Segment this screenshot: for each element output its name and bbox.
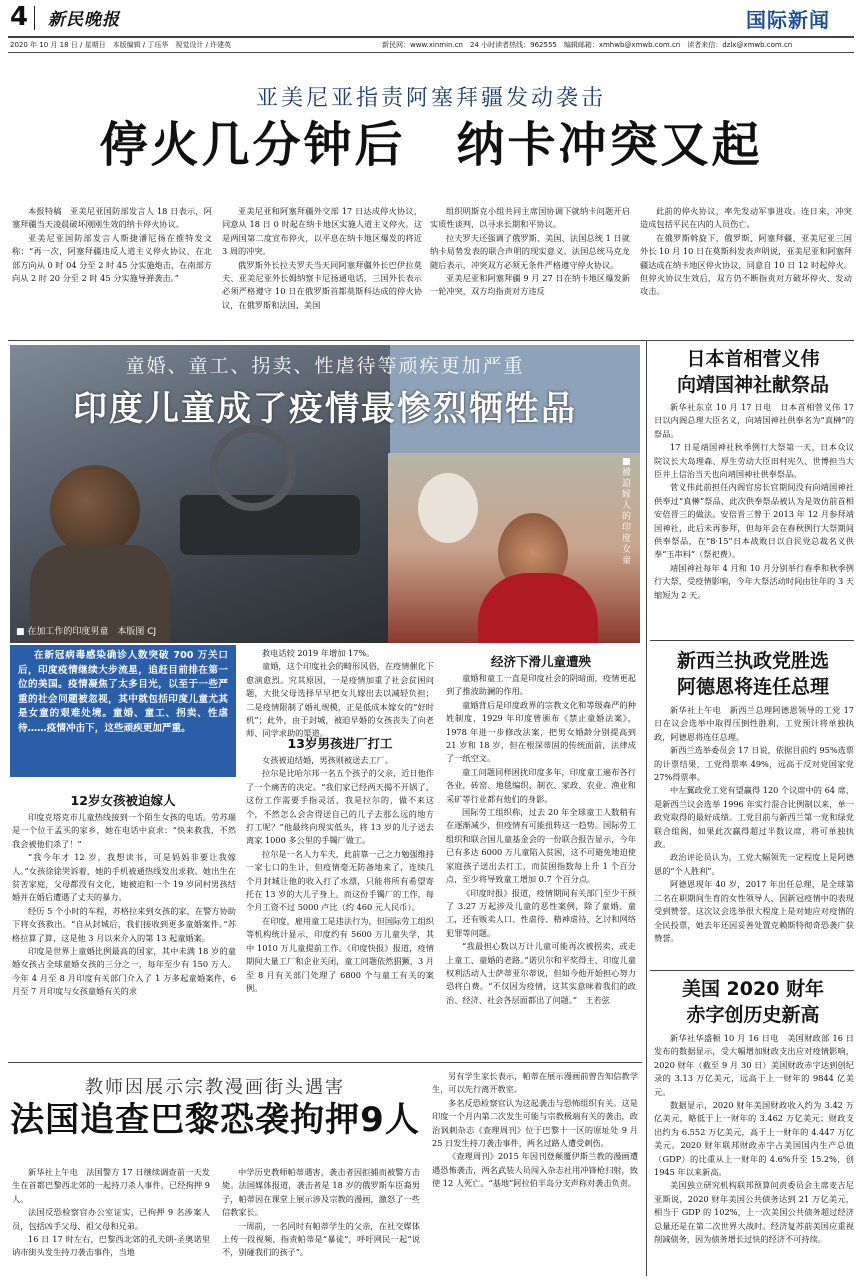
date-line: 2020 年 10 月 18 日 / 星期日 本版编辑 / 丁珏华 视觉设计 / 许建英 (10, 41, 232, 49)
india-sub-1: 12岁女孩被迫嫁人 (70, 793, 176, 808)
india-banner (10, 345, 640, 643)
japan-headline: 日本首相菅义伟 向靖国神社献祭品 (676, 348, 829, 396)
france-kicker: 教师因展示宗教漫画街头遇害 (85, 1077, 345, 1098)
us-body: 新华社华盛顿 10 月 16 日电 美国财政部 16 日发布的数据显示，受大幅增加财政支出应对疫情影响，2020 财年（截至 9 月 30 日）美国财政赤字达到创纪录的 3.13 万亿美元，远高于上一财年的 9844 亿美元。 数据显示，2020 财年美国财政收入约为 3.42 万亿美元，略低于上一财年的 3.462 万亿美元；财政支出约为 6.552 万亿美元，高于上一财年的 4.447 万亿美元。2020 财年联邦财政赤字占美国国内生产总值（GDP）的比重从上一财年的 4.6%升至 15.2%，创 1945 年以来新高。 美国独立研究机构联邦预算问责委员会主席麦吉尼亚斯说，2020 财年美国公共债务达到 21 万亿美元，相当于 GDP 的 102%，上一次美国公共债务超过经济总量还是在第二次世界大战时。经济复苏前美国应重视削减债务，因为债务增长过快的经济不可持续。 (654, 1033, 854, 1245)
france-col-1: 新华社上午电 法国警方 17 日继续调查前一天发生在首都巴黎西北郊的一起持刀杀人事件，已经拘押 9 人。 法国反恐检察官办公室证实，已拘押 9 名涉案人员，包括凶手父母、祖父母和兄弟。 16 日 17 时左右，巴黎西北郊的孔夫朗-圣奥诺里讷市街头发生持刀袭击事件，当地 (12, 1167, 210, 1258)
newspaper-logo: 新民晚报 (48, 10, 120, 30)
nz-headline: 新西兰执政党胜选 阿德恩将连任总理 (676, 650, 829, 698)
photo-child-bride (388, 453, 640, 643)
india-kicker: 童婚、童工、拐卖、性虐待等顽疾更加严重 (125, 355, 525, 377)
india-col-3: 童婚和童工一直是印度社会的阴暗面，疫情更起到了推波助澜的作用。 童婚背后是印度政界的宗教文化和等级森严的种姓制度，1929 年印度曾颁布《禁止童婚法案》，1978 年进一步修改法案，把男女婚龄分别提高到 21 岁和 18 岁，但在根深蒂固的传统面前，法律成了一纸空文。 童工问题同样困扰印度多年，印度童工遍布各行各业，砖窑、地毯编织、制衣、家政、农业、渔业和采矿等行业都有他们的身影。 国际劳工组织称，过去 20 年全球童工人数稍有在逐渐减少，但疫情有可能扭转这一趋势。国际劳工组织和联合国儿童基金会的一份联合报告显示，今年已有多达 6000 万儿童陷入贫困，这不可避免地迫使家庭孩子送出去打工，而贫困指数每上升 1 个百分点，至少将导致童工增加 0.7 个百分点。 《印度时报》报道，疫情期间有关部门至少干预了 3.27 万起涉及儿童的恶性案例，除了童婚、童工，还有贩卖人口、性虐待、精神虐待、乞讨和网络犯罪等问题。 “我最担心数以万计儿童可能再次被拐卖，或走上童工、童婚的老路。”诺贝尔和平奖得主、印度儿童权利活动人士萨蒂亚尔蒂说，但如今他开始担心努力恐将白费。“不仅因为疫情，这其实意味着我们的政治、经济、社会各层面都出了问题。” 王若弦 (446, 673, 636, 1005)
japan-body: 新华社东京 10 月 17 日电 日本首相菅义伟 17 日以内阁总理大臣名义，向靖国神社供奉名为“真榊”的祭品。 17 日是靖国神社秋季例行大祭第一天，日本众议院议长大岛理森、厚生劳动大臣田村宪久、世博担当大臣井上信治当天也向靖国神社供奉祭品。 菅义伟此前担任内阁官房长官期间没有向靖国神社供奉过“真榊”祭品，此次供奉祭品被认为是效仿前首相安倍晋三的做法。安倍晋三曾于 2013 年 12 月参拜靖国神社，此后未再参拜，但每年会在春秋例行大祭期间供奉祭品，在“8·15”日本战败日以自民党总裁名义供奉“玉串料”（祭祀费）。 靖国神社每年 4 月和 10 月分别举行春季和秋季例行大祭，受疫情影响，今年大祭活动时间由往年的 3 天缩短为 2 天。 (654, 402, 854, 600)
lead-kicker: 亚美尼亚指责阿塞拜疆发动袭击 (255, 86, 606, 111)
india-col-2: 救电话较 2019 年增加 17%。 童婚，这个印度社会的畸形风俗，在疫情催化下愈演愈烈。究其原因，一是疫情加重了社会贫困问题，大批父母选择早早把女儿嫁出去以减轻负担；二是疫情限制了婚礼规模，正是低成本嫁女的“好时机”；此外，由于封城，被迫早婚的女孩丧失了向老师、同学求助的渠道。 (246, 648, 434, 739)
masthead (0, 0, 862, 49)
photo2-caption: ■ 被迫嫁人的印度女童 (622, 457, 632, 566)
photo1-caption: ■ 在加工作的印度男童 本版图 CJ (16, 627, 157, 637)
india-sub-3: 经济下滑儿童遭殃 (490, 654, 591, 669)
section-title: 国际新闻 (746, 8, 830, 32)
france-col-2: 中学历史教师帕蒂遇害，袭击者因拒捕而被警方击毙。法国媒体报道，袭击者是 18 岁的俄罗斯车臣裔男子，帕蒂因在课堂上展示涉及宗教的漫画，激怒了一些信教家长。 一周前，一名同时有帕蒂学生的父亲，在社交媒体上传一段视频，指责帕蒂是“暴徒”，呼吁网民一起“说不，别碰我们的孩子”。 (222, 1167, 420, 1258)
lead-col-1: 本报特稿 亚美尼亚国防部发言人 18 日表示，阿塞拜疆当天凌晨破坏刚刚生效的纳卡停火协议。 亚美尼亚国防部发言人斯捷潘尼扬在推特发文称：“再一次，阿塞拜疆违反人道主义停火协议，在北部方向从 0 时 04 分至 2 时 45 分实施炮击，在南部方向从 2 时 20 分至 2 时 45 分实施导弹袭击。” (12, 206, 212, 284)
lead-col-4: 此前的停火协议，率先发动军事进攻。连日来，冲突造成包括平民在内的人员伤亡。 在俄罗斯斡旋下，俄罗斯、阿塞拜疆、亚美尼亚三国外长 10 月 10 日在莫斯科发表声明说，亚美尼亚和阿塞拜疆达成在纳卡地区停火协议，同意自 10 日 12 时起停火。但停火协议生效后，双方仍不断指责对方破坏停火、发动攻击。 (640, 206, 852, 297)
page-number: 4 (10, 2, 29, 32)
contact-line: 新民网：www.xinmin.cn 24 小时读者热线：962555 编辑邮箱：xmhwb@xmwb.com.cn 读者来信：dzlx@xmwb.com.cn (382, 41, 793, 49)
france-col-3: 另有学生家长表示，帕蒂在展示漫画前曾告知信教学生，可以先行离开教室。 多名反恐检察官认为这起袭击与恐怖组织有关。这是印度一个月内第二次发生可能与宗教极端有关的袭击，政治讽刺杂志《查理周刊》位于巴黎十一区的原址处 9 月 25 日发生持刀袭击事件，两名过路人遭受刺伤。 《查理周刊》2015 年因刊登颠覆伊斯兰教的漫画遭遇恐怖袭击，两名武装人员闯入杂志社用冲锋枪扫射，致使 12 人死亡。“基地”阿拉伯半岛分支声称对袭击负责。 (432, 1071, 638, 1189)
india-summary: 在新冠病毒感染确诊人数突破 700 万关口后，印度疫情继续大步流星，追赶目前排在第一位的美国。疫情凝焦了太多目光，以至于一些严重的社会问题被忽视，其中就包括印度儿童尤其是女童的艰难处境。童婚、童工、拐卖、性虐待……疫情冲击下，这些顽疾更加严重。 (10, 645, 236, 777)
lead-headline: 停火几分钟后 纳卡冲突又起 (99, 117, 763, 173)
india-sub-2: 13岁男孩进厂打工 (287, 736, 393, 751)
lead-col-3: 组织明斯克小组共同主席国协调下就纳卡问题开启实质性谈判，以寻求长期和平协议。 拉夫罗夫还强调了俄罗斯、美国、法国总统 1 日就纳卡局势发表的联合声明的现实意义。法国总统马克龙随后表示，冲突双方必须无条件严格遵守停火协议。 亚美尼亚和阿塞拜疆 9 月 27 日在纳卡地区爆发新一轮冲突，双方均指责对方违反 (430, 206, 630, 297)
france-headline: 法国追查巴黎恐袭拘押9人 (10, 1100, 420, 1140)
lead-col-2: 亚美尼亚和阿塞拜疆外交部 17 日达成停火协议，同意从 18 日 0 时起在纳卡地区实施人道主义停火。这是两国第二度宣布停火，以平息在纳卡地区爆发的将近 3 周的冲突。 俄罗斯外长拉夫罗夫当天同阿塞拜疆外长巴伊拉莫夫、亚美尼亚外长姆纳察卡尼扬通电话，三国外长表示必须严格遵守 10 日在俄罗斯首都莫斯科达成的停火协议，在俄罗斯和法国、美国 (222, 206, 422, 310)
us-headline: 美国 2020 财年 赤字创历史新高 (681, 978, 825, 1026)
india-col-2b: 女孩被迫结婚，男孩则被送去工厂。 拉尔是比哈尔邦一名五个孩子的父亲，近日他作了一个痛苦的决定。“我们家已经两天揭不开锅了，这份工作需要手指灵活，我是拉尔的，做不来这个，不然怎么会舍得送自己的儿子去那么远的地方打工呢？”他最终向现实低头，将 13 岁的儿子送去离家 1000 多公里的手镯厂做工。 拉尔是一名人力车夫，此前靠一己之力勉强维持一家七口的生计，但疫情毫无防备地来了，连续几个月封城让他的收入打了水漂，只能将所有希望寄托在 13 岁的大儿子身上。而这份手镯厂的工作，每个月工资不过 5000 卢比（约 460 元人民币）。 在印度，雇用童工是违法行为，但国际劳工组织等机构统计显示，印度约有 5600 万儿童失学，其中 1010 万儿童提前工作。《印度快报》报道，疫情期间大量工厂和企业关闭，童工问题依然猖獗，3 月至 8 月有关部门处理了 6800 个与童工有关的案例。 (246, 755, 434, 993)
nz-body: 新华社上午电 新西兰总理阿德恩领导的工党 17 日在议会选举中取得压倒性胜利，工党预计将单独执政，阿德恩将连任总理。 新西兰选举委员会 17 日说，依据目前约 95%选票的计票结果，工党得票率 49%，远高于反对党国家党 27%得票率。 中左翼政党工党有望赢得 120 个议席中的 64 席，是新西兰议会选举 1996 年实行混合比例制以来，单一政党取得的最好成绩。工党目前与新西兰第一党和绿党联合组阁，如果此次赢得超过半数议席，将可单独执政。 政治评论员认为，工党大幅领先一定程度上是阿德恩的“个人胜利”。 阿德恩现年 40 岁，2017 年出任总理，是全球第二名在职期间生育的女性领导人，因新冠疫情中的表现受到赞誉。这次议会选举很大程度上是对她应对疫情的全民投票，她去年还因妥善处置克赖斯特彻奇恐袭广获赞誉。 (654, 705, 854, 943)
india-headline: 印度儿童成了疫情最惨烈牺牲品 (73, 389, 577, 429)
india-col-1: 印度克塔克市儿童热线接到一个陌生女孩的电话。劳苏瑞是一个位于孟买的家乡，她在电话中哀求：“快来救我，不然我会被他们杀了！” “我今年才 12 岁，我想读书，可是妈妈非要让我嫁人。”女孩徐徐哭诉着，她的手机被通热线发出求救。她出生在贫苦家庭，父母都没有文化，她被迫和一个 19 岁同村男孩结婚并在婚后遭遇了丈夫的暴力。 经历 5 个小时的车程，苏格拉来到女孩的家，在警方协助下将女孩救出。“自从封城后，我们接收到更多童婚案件。”苏格拉算了算，这是他 3 月以来介入的第 13 起童婚案。 印度是世界上童婚比例最高的国家，其中未满 18 岁的童婚女孩占全球童婚女孩的三分之一，每年至少有 150 万人。今年 4 月至 8 月印度有关部门介入了 1 万多起童婚案件，6 月至 7 月印度与女孩童婚有关的求 (12, 812, 236, 997)
